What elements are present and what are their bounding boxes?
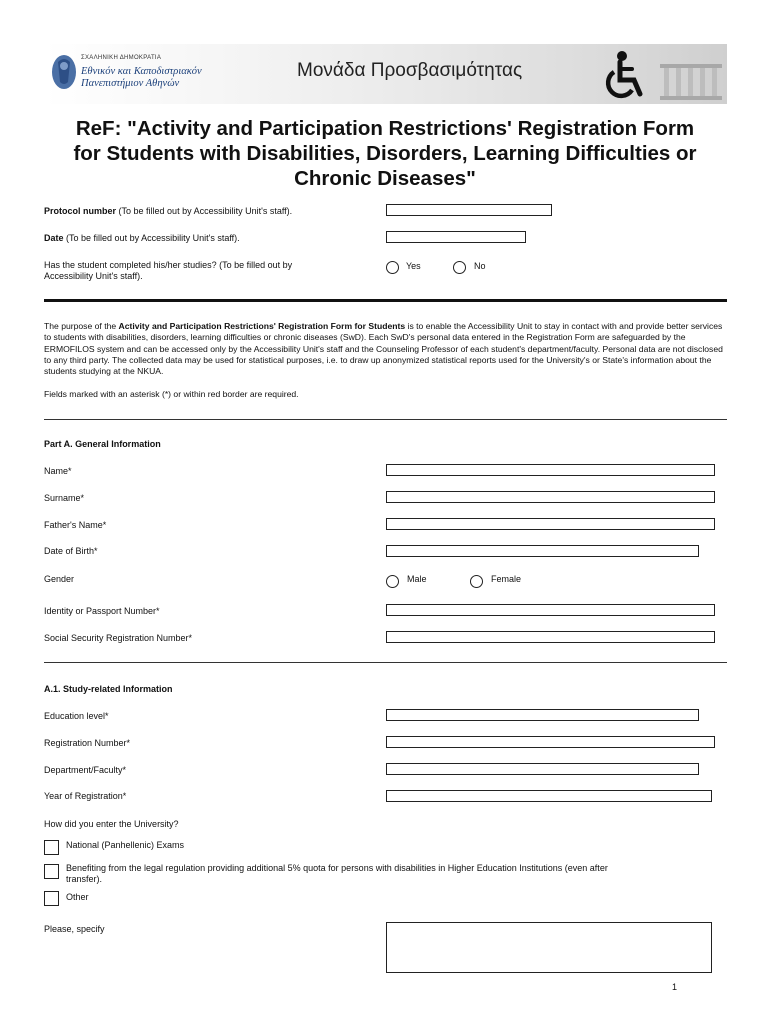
page-number: 1 xyxy=(672,982,678,992)
dob-field[interactable] xyxy=(386,545,699,557)
date-label: Date (To be filled out by Accessibility Unit's staff). xyxy=(44,233,240,243)
section-divider xyxy=(44,419,727,420)
name-field[interactable] xyxy=(386,464,715,476)
fathers-name-field[interactable] xyxy=(386,518,715,530)
section-divider xyxy=(44,662,727,663)
date-field[interactable] xyxy=(386,231,526,243)
title-line3: Chronic Diseases" xyxy=(294,167,476,190)
part-a-heading: Part A. General Information xyxy=(44,439,161,449)
gender-female-label: Female xyxy=(491,574,522,584)
specify-label: Please, specify xyxy=(44,924,105,934)
intro-paragraph: The purpose of the Activity and Participation Restrictions' Registration Form for Students is to enable the Accessibility Unit to stay in contact with and provide better services to students with disabilities, disorders, learning difficulties or chronic diseases (SwD). Each SwD's personal data entered in the Registration Form are safeguarded by the ERMOFILOS system and can be accessed only by the Accessibility Unit's staff and the Counseling Professor of each student's department/faculty. Personal data are not disclosed to any third party. The collected data may be used for statistical purposes, i.e. to draw up anonymized statistical reports used for the University's or State's information about the students studying at the NKUA. xyxy=(44,321,723,377)
gender-male-label: Male xyxy=(407,574,427,584)
dob-label: Date of Birth* xyxy=(44,546,98,556)
gender-female-radio[interactable] xyxy=(470,575,483,588)
form-title xyxy=(40,116,730,191)
entry-other-label: Other xyxy=(66,892,89,902)
completed-yes-radio[interactable] xyxy=(386,261,399,274)
registration-number-field[interactable] xyxy=(386,736,715,748)
entry-exams-label: National (Panhellenic) Exams xyxy=(66,840,185,850)
required-note: Fields marked with an asterisk (*) or within red border are required. xyxy=(44,389,299,399)
wheelchair-icon xyxy=(598,50,648,102)
a1-heading: A.1. Study-related Information xyxy=(44,684,173,694)
university-country-text: ΣΧΑΛΗΝΙΚΗ ΔΗΜΟΚΡΑΤΙΑ xyxy=(81,55,162,61)
identity-field[interactable] xyxy=(386,604,715,616)
registration-number-label: Registration Number* xyxy=(44,738,131,748)
gender-label: Gender xyxy=(44,574,75,584)
section-divider-thick xyxy=(44,299,727,302)
entry-other-checkbox[interactable] xyxy=(44,891,59,906)
unit-title: Μονάδα Προσβασιμότητας xyxy=(297,60,523,81)
year-field[interactable] xyxy=(386,790,712,802)
university-name-line2: Πανεπιστήμιον Αθηνών xyxy=(81,78,180,89)
name-label: Name* xyxy=(44,466,72,476)
surname-field[interactable] xyxy=(386,491,715,503)
department-field[interactable] xyxy=(386,763,699,775)
how-entered-label: How did you enter the University? xyxy=(44,819,179,829)
completed-yes-label: Yes xyxy=(406,261,421,271)
protocol-number-label: Protocol number (To be filled out by Accessibility Unit's staff). xyxy=(44,206,293,216)
university-seal-icon xyxy=(50,52,78,96)
title-line2: for Students with Disabilities, Disorders, Learning Difficulties or xyxy=(73,142,697,165)
university-name-line1: Εθνικόν και Καποδιστριακόν xyxy=(81,66,202,77)
title-line1: ReF: "Activity and Participation Restrictions' Registration Form xyxy=(75,117,695,140)
education-level-field[interactable] xyxy=(386,709,699,721)
completed-no-label: No xyxy=(474,261,486,271)
studies-completed-label: Has the student completed his/her studies? (To be filled out by Accessibility Unit's staff). xyxy=(44,260,293,281)
gender-male-radio[interactable] xyxy=(386,575,399,588)
fathers-name-label: Father's Name* xyxy=(44,520,107,530)
entry-exams-checkbox[interactable] xyxy=(44,840,59,855)
identity-label: Identity or Passport Number* xyxy=(44,606,160,616)
protocol-number-field[interactable] xyxy=(386,204,552,216)
specify-textarea[interactable] xyxy=(386,922,712,973)
entry-quota-checkbox[interactable] xyxy=(44,864,59,879)
year-label: Year of Registration* xyxy=(44,791,127,801)
building-columns-icon xyxy=(660,56,722,100)
surname-label: Surname* xyxy=(44,493,85,503)
department-label: Department/Faculty* xyxy=(44,765,127,775)
ssn-field[interactable] xyxy=(386,631,715,643)
education-level-label: Education level* xyxy=(44,711,109,721)
completed-no-radio[interactable] xyxy=(453,261,466,274)
ssn-label: Social Security Registration Number* xyxy=(44,633,193,643)
entry-quota-label: Benefiting from the legal regulation providing additional 5% quota for persons with disabilities in Higher Education Institutions (even after transfer). xyxy=(66,863,608,884)
